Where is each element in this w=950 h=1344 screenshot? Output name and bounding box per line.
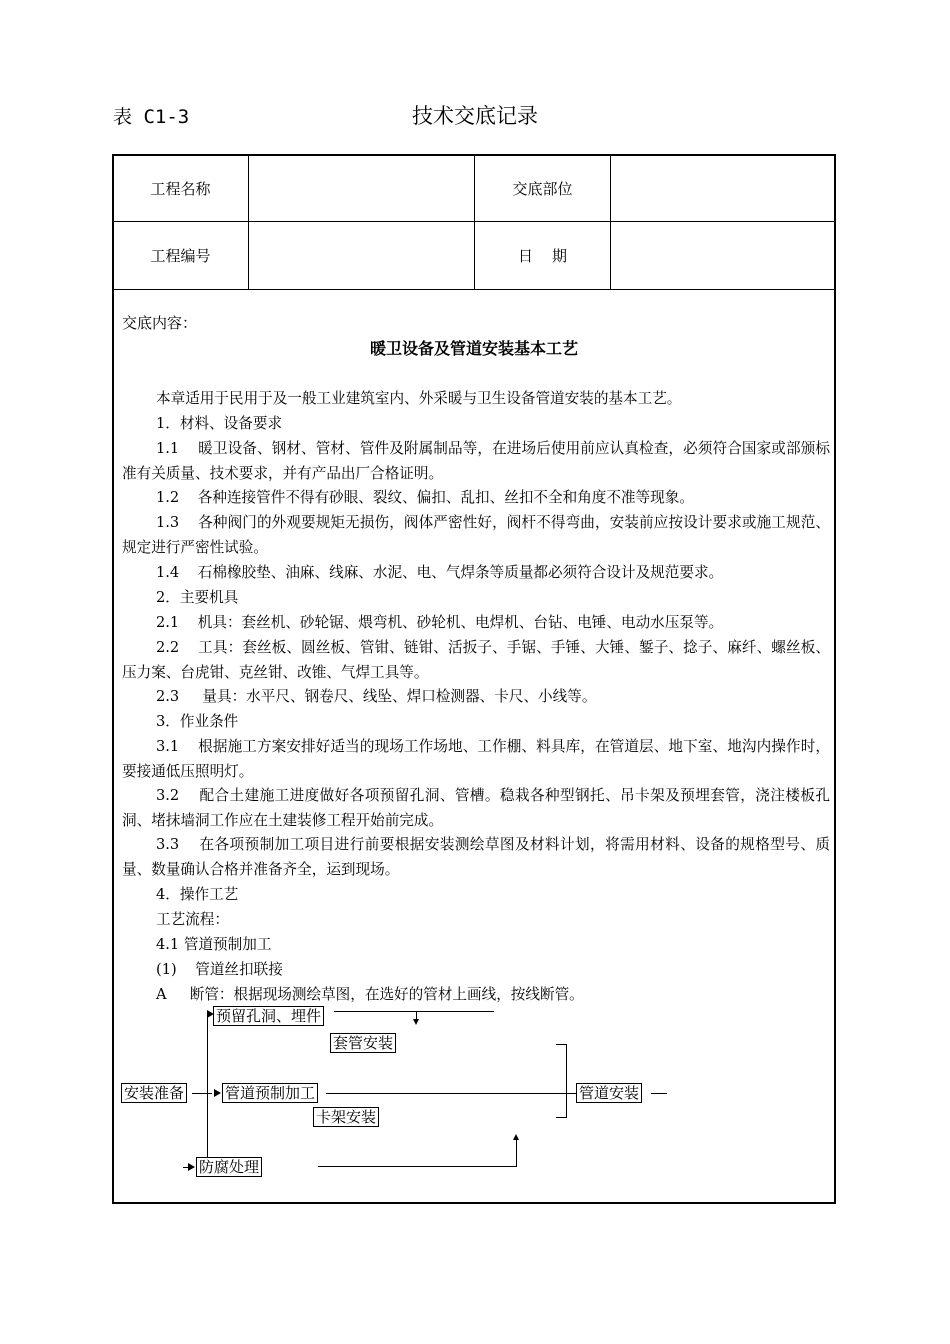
paragraph: 2．主要机具 bbox=[156, 589, 239, 606]
flow-line bbox=[516, 1140, 517, 1167]
flow-step-prepare: 安装准备 bbox=[121, 1083, 187, 1103]
arrow-right-icon bbox=[214, 1089, 221, 1097]
project-name-label: 工程名称 bbox=[150, 179, 211, 198]
paragraph: 1．材料、设备要求 bbox=[156, 415, 283, 432]
paragraph: 工艺流程： bbox=[156, 911, 229, 928]
flow-line bbox=[192, 1093, 212, 1094]
flow-line bbox=[334, 1011, 494, 1012]
page-title: 技术交底记录 bbox=[412, 104, 538, 128]
location-label: 交底部位 bbox=[512, 179, 573, 198]
flow-line bbox=[556, 1117, 567, 1118]
flow-step-pipe-install: 管道安装 bbox=[576, 1083, 642, 1103]
paragraph: 2.1 机具：套丝机、砂轮锯、煨弯机、砂轮机、电焊机、台钻、电锤、电动水压泵等。 bbox=[156, 614, 724, 631]
section-title: 暖卫设备及管道安装基本工艺 bbox=[369, 339, 578, 358]
flow-step-anticorrosion: 防腐处理 bbox=[196, 1157, 262, 1177]
paragraph: 3.2 配合土建施工进度做好各项预留孔洞、管槽。稳栽各种型钢托、吊卡架及预埋套管，浇注楼板孔洞、堵抹墙洞工作应在土建装修工程开始前完成。 bbox=[122, 787, 830, 829]
paragraph: 2.2 工具：套丝板、圆丝板、管钳、链钳、活扳子、手锯、手锤、大锤、錾子、捻子、麻纤、螺丝板、压力案、台虎钳、克丝钳、改锥、气焊工具等。 bbox=[122, 639, 830, 681]
arrow-up-icon bbox=[513, 1134, 519, 1140]
date-label: 日 期 bbox=[517, 247, 568, 265]
arrow-down-icon bbox=[413, 1019, 419, 1025]
location-field[interactable] bbox=[611, 155, 835, 221]
paragraph: (1) 管道丝扣联接 bbox=[156, 961, 283, 978]
flow-step-pipe-prefab: 管道预制加工 bbox=[222, 1083, 318, 1103]
paragraph: 3.3 在各项预制加工项目进行前要根据安装测绘草图及材料计划，将需用材料、设备的规格型号、质量、数量确认合格并准备齐全，运到现场。 bbox=[122, 836, 830, 878]
flow-step-bracket-install: 卡架安装 bbox=[313, 1107, 379, 1127]
paragraph: A 断管：根据现场测绘草图，在选好的管材上画线，按线断管。 bbox=[156, 986, 584, 1003]
arrow-right-icon bbox=[188, 1163, 195, 1171]
project-name-field[interactable] bbox=[249, 155, 474, 221]
project-number-field[interactable] bbox=[249, 222, 474, 289]
project-number-label: 工程编号 bbox=[150, 247, 211, 265]
flow-line bbox=[326, 1093, 576, 1094]
paragraph: 1.1 暖卫设备、钢材、管材、管件及附属制品等，在进场后使用前应认真检查，必须符合国家或部颁标准有关质量、技术要求，并有产品出厂合格证明。 bbox=[122, 440, 830, 482]
flow-step-sleeve-install: 套管安装 bbox=[330, 1033, 396, 1053]
paragraph: 3．作业条件 bbox=[156, 713, 239, 730]
flow-line bbox=[651, 1093, 667, 1094]
content-label: 交底内容： bbox=[122, 314, 198, 332]
paragraph: 1.2 各种连接管件不得有砂眼、裂纹、偏扣、乱扣、丝扣不全和角度不准等现象。 bbox=[156, 489, 694, 506]
flow-line bbox=[566, 1044, 567, 1117]
flow-line bbox=[207, 1014, 208, 1168]
flow-line bbox=[318, 1166, 517, 1167]
paragraph: 1.3 各种阀门的外观要规矩无损伤，阀体严密性好，阀杆不得弯曲，安装前应按设计要求或施工规范、规定进行严密性试验。 bbox=[122, 514, 830, 556]
paragraph: 3.1 根据施工方案安排好适当的现场工作场地、工作棚、料具库，在管道层、地下室、地沟内操作时，要接通低压照明灯。 bbox=[122, 738, 830, 780]
date-field[interactable] bbox=[611, 222, 835, 289]
paragraph: 4.1 管道预制加工 bbox=[156, 936, 272, 953]
paragraph: 2.3 量具：水平尺、钢卷尺、线坠、焊口检测器、卡尺、小线等。 bbox=[156, 688, 597, 705]
flow-step-reserve-holes: 预留孔洞、埋件 bbox=[213, 1006, 324, 1026]
paragraph: 本章适用于民用于及一般工业建筑室内、外采暖与卫生设备管道安装的基本工艺。 bbox=[156, 390, 682, 407]
form-id: 表 C1-3 bbox=[113, 106, 190, 128]
paragraph: 4．操作工艺 bbox=[156, 886, 239, 903]
paragraph: 1.4 石棉橡胶垫、油麻、线麻、水泥、电、气焊条等质量都必须符合设计及规范要求。 bbox=[156, 564, 724, 581]
